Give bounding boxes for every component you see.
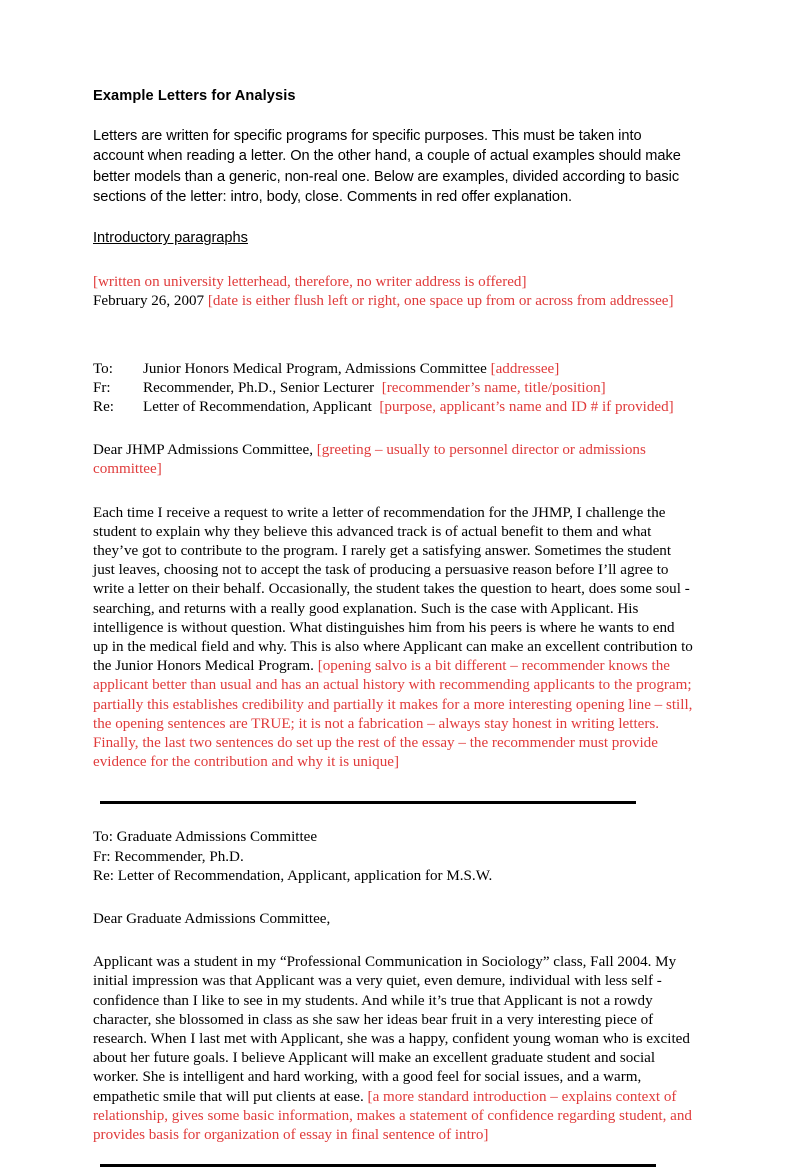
greeting-value: Dear JHMP Admissions Committee, [93, 442, 313, 459]
letter-two-header-row-re: Re: Letter of Recommendation, Applicant, application for M.S.W. [93, 867, 493, 884]
row-label: Re: [93, 399, 114, 415]
letter-header-row-fr [93, 379, 693, 398]
body-commentary: [a more standard introduction – explains context of relationship, gives some basic information, makes a statement of confidence regarding student, and provides basis for organization of essay in final sentence of intro] [93, 1088, 692, 1144]
letter-header-row-re [93, 398, 693, 417]
section-heading-introductory-paragraphs: Introductory paragraphs [93, 230, 248, 247]
row-label: To: [93, 360, 113, 377]
date-line [93, 292, 693, 311]
spacer [93, 772, 693, 801]
letter-two-header-row-to: To: Graduate Admissions Committee [93, 829, 318, 846]
greeting-note: [greeting – usually to personnel director or admissions committee] [93, 442, 646, 478]
spacer [93, 312, 693, 341]
body-commentary: [opening salvo is a bit different – recommender knows the applicant better than usual and has an actual history with recommending applicants to the program; partially this establishes credibility and partially it makes for a more interesting opening line – still, the opening sentences are TRUE; it is not a fabrication – always stay honest in writing letters. Finally, the last two sentences do set up the rest of the essay – the recommender must provide evidence for the contribution and why it is unique] [93, 658, 693, 771]
greeting-line [93, 441, 693, 479]
letter-two-header-row-fr: Fr: Recommender, Ph.D. [93, 848, 244, 865]
body-text: Each time I receive a request to write a letter of recommendation for the JHMP, I challenge the student to explain why they believe this advanced track is of actual benefit to them and what they’ve got to contribute to the program. I rarely get a satisfying answer. Sometimes the student just leaves, choosing not to accept the task of producing a persuasive reason before I’ll agree to write a letter on their behalf. Occasionally, the student takes the question to heart, does some soul -searching, and returns with a really good explanation. Such is the case with Applicant. His intelligence is without question. What distinguishes him from his peers is where he wants to end up in the medical field and why. This is also where Applicant can make an excellent contribution to the Junior Honors Medical Program. [93, 504, 693, 675]
row-note: [addressee] [490, 360, 560, 377]
spacer [93, 341, 693, 360]
row-note: [recommender’s name, title/position] [381, 379, 606, 396]
date-note: [date is either flush left or right, one space up from or across from addressee] [207, 293, 674, 310]
letter-header-row-to [93, 360, 693, 379]
intro-paragraph: Letters are written for specific programs for specific purposes. This must be taken into account when reading a letter. On the other hand, a couple of actual examples should make better models than a generic, non-real one. Below are examples, divided according to basic sections of the letter: intro, body, close. Comments in red offer explanation. [93, 128, 681, 205]
row-value: Recommender, Ph.D., Senior Lecturer [143, 379, 375, 396]
body-text: Applicant was a student in my “Professional Communication in Sociology” class, Fall 2004. My initial impression was that Applicant was a very quiet, even demure, individual with less self -confidence than I like to see in my students. And while it’s true that Applicant is not a rowdy character, she blossomed in class as she saw her ideas bear fruit in a very interesting piece of research. When I last met with Applicant, she was a happy, confident young woman who is excited about her future goals. I believe Applicant will make an excellent graduate student and social worker. She is intelligent and hard working, with a good feel for social issues, and a warm, empathetic smile that will put clients at ease. [93, 954, 690, 1105]
letter-two [93, 828, 693, 1145]
section-heading-wrapper [93, 229, 693, 273]
letter-one-body [93, 504, 693, 773]
row-label: Fr: [93, 379, 111, 396]
row-value: Letter of Recommendation, Applicant [143, 399, 372, 415]
letter-two-greeting: Dear Graduate Admissions Committee, [93, 911, 331, 928]
spacer [93, 929, 693, 953]
date-value: February 26, 2007 [93, 293, 205, 310]
row-value: Junior Honors Medical Program, Admissions Committee [143, 360, 487, 377]
letter-two-body [93, 953, 693, 1145]
document-content [93, 88, 693, 1167]
spacer [93, 480, 693, 504]
row-note: [purpose, applicant’s name and ID # if provided] [379, 399, 674, 415]
page-title: Example Letters for Analysis [93, 88, 296, 104]
spacer [93, 804, 693, 828]
letter-one [93, 273, 693, 772]
spacer [93, 1145, 693, 1164]
spacer [93, 417, 693, 441]
letterhead-note: [written on university letterhead, therefore, no writer address is offered] [93, 274, 527, 291]
spacer [93, 886, 693, 910]
